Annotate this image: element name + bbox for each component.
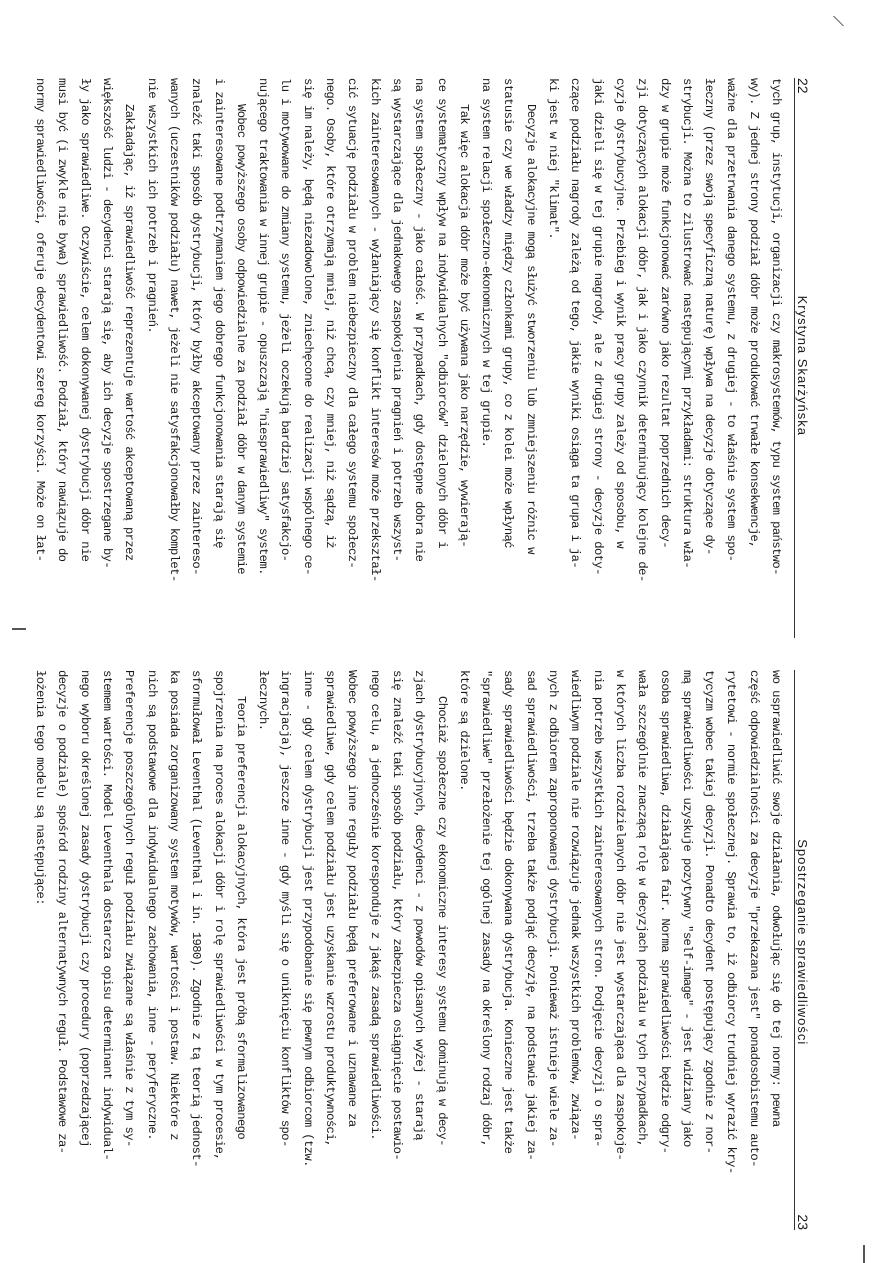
text-line: ingracjacja), jeszcze inne - gdy myśli się o uniknięciu konfliktów spo-	[278, 670, 293, 1147]
text-line: ki jest w niej "klimat".	[546, 78, 561, 240]
text-line: jaki dzieli się w tej grupie nagrody, ale z drugiej strony - decyzje doty-	[590, 78, 605, 575]
text-line: spojrzenia na proces alokacji dóbr i rolę sprawiedliwości w tym procesie,	[211, 670, 226, 1161]
text-line: decyzje o podziale) spośród rodziny alternatywnych reguł. Podstawowe za-	[55, 670, 70, 1154]
text-line: część odpowiedzialności za decyzje "przekazana jest" ponadosobistemu auto-	[746, 670, 761, 1167]
text-line: rytetowi - normie społecznej. Sprawia to, iż odbiorcy trudniej wyrazić kry-	[724, 670, 739, 1174]
text-line: Decyzje alokacyjne mogą służyć stworzeniu lub zmniejszeniu różnic w	[523, 104, 538, 554]
text-line: dzy w grupie może funkcjonować zarówno jako rezultat poprzednich decy-	[657, 78, 672, 548]
text-line: które są dzielone.	[456, 670, 471, 791]
text-line: się znaleźć taki sposób podziału, który zabezpiecza osiągnięcie postawio-	[389, 670, 404, 1161]
text-line: wanych (uczestników podziału) nawet, jeżeli nie satysfakcjonowałby komplet-	[166, 78, 181, 582]
text-line: Wobec powyższego osoby odpowiedzialne za podział dóbr w danym systemie	[233, 104, 248, 574]
text-line: nego wyboru określonej zasady dystrybucji czy procedury (poprzedzającej	[77, 670, 92, 1147]
text-line: inne - gdy celem dystrybucji jest przypodobanie się pewnym odbiorcom (tzw.	[300, 670, 315, 1167]
text-line: łożenia tego modelu są następujące:	[33, 670, 48, 905]
text-line: tycyzm wobec takiej decyzji. Ponadto decydent postępujący zgodnie z nor-	[702, 670, 717, 1154]
text-line: sady sprawiedliwości będzie dokonywana dystrybucja. Konieczne jest także	[501, 670, 516, 1154]
text-line: nego. Osoby, które otrzymają mniej, niż chcą, czy mniej, niż sądzą, iż	[323, 78, 338, 548]
text-line: Preferencje poszczególnych reguł podziału związane są właśnie z tym sy-	[122, 670, 137, 1147]
text-line: łeczny (przez swoją specyficzną naturę) wpływa na decyzje dotyczące dy-	[702, 78, 717, 555]
text-line: ka posiada zorganizowany system motywów, wartości i postaw. Niektóre z	[166, 670, 181, 1140]
text-line: na system społeczny - jako całość. W przypadkach, gdy dostępne dobra nie	[412, 78, 427, 562]
text-line: strybucji. Można to zilustrować następującymi przykładami: struktura wła-	[679, 78, 694, 569]
text-line: łecznych.	[256, 670, 271, 731]
text-line: i zainteresowane podtrzymaniem jego dobrego funkcjonowania starają się	[211, 78, 226, 548]
text-line: tych grup, instytucji, organizacji czy makrosystemów, typu system państwo-	[769, 78, 783, 575]
text-line: sprawiedliwe, gdy celem podziału jest uzyskanie wzrostu produktywności,	[323, 670, 338, 1147]
text-line: wy). Z jednej strony podział dóbr może produkować trwałe konsekwencje,	[746, 78, 761, 548]
text-line: ce systematyczny wpływ na indywidualnych "odbiorców" dzielonych dóbr i	[434, 78, 449, 548]
text-line: czące podziału nagrody zależą od tego, jakie wyniki osiąga ta grupa i ja-	[568, 78, 583, 569]
text-line: Chociaż społeczne czy ekonomiczne interesy systemu dominują w decy-	[434, 696, 449, 1146]
text-line: nych z odbiorem zaproponowanej dystrybucji. Ponieważ istnieje wiele za-	[546, 670, 561, 1147]
text-line: w których liczba rozdzielanych dóbr nie jest wystarczająca dla zaspokoje-	[612, 670, 627, 1161]
text-line: ły jako sprawiedliwe. Oczywiście, celem dokonywanej dystrybucji dóbr nie	[77, 78, 92, 562]
text-line: nich są podstawowe dla indywidualnego zachowania, inne - peryferyczne.	[144, 670, 159, 1140]
page-number: 23	[795, 1214, 811, 1230]
text-line: Teoria preferencji alokacyjnych, która jest próbą sformalizowanego	[233, 696, 248, 1140]
text-line: Zakładając, iż sprawiedliwość reprezentuje wartość akceptowaną przez	[122, 104, 137, 561]
scan-mark	[12, 628, 26, 630]
text-line: zji dotyczących alokacji dóbr, jak i jako czynnik determinujący kolejne de-	[635, 78, 650, 582]
text-line: kich zainteresowanych - wyłaniający się konflikt interesów może przekształ-	[367, 78, 382, 582]
text-line: większość ludzi - decydenci starają się, aby ich decyzje spostrzegane by-	[100, 78, 115, 569]
scan-mark	[863, 1245, 865, 1263]
text-line: nującego traktowania w innej grupie - opuszczają "niesprawiedliwy" system.	[256, 78, 271, 575]
text-line: są wystarczające dla jednakowego zaspokojenia pragnień i potrzeb wszyst-	[389, 78, 404, 562]
text-line: normy sprawiedliwości, oferuje decydentowi szereg korzyści. Może on łat-	[33, 78, 48, 562]
text-line: stemem wartości. Model Leventhala dostarcza opisu determinant indywidual-	[100, 670, 115, 1161]
text-line: statusie czy we władzy między członkami grupy, co z kolei może wpłynąć	[501, 78, 516, 548]
text-line: Wobec powyższego inne reguły podziału będą preferowane i uznawane za	[345, 670, 360, 1127]
text-line: cyzje dystrybucyjne. Przebieg i wynik pracy grupy zależy od sposobu, w	[612, 78, 627, 548]
chapter-title: Spostrzeganie sprawiedliwości	[795, 839, 810, 1046]
text-line: cić sytuację podziału w problem niebezpieczny dla całego systemu społecz-	[345, 78, 360, 569]
text-line: sformułował Leventhal (Leventhal i in. 1980). Zgodnie z tą teorią jednost-	[189, 670, 204, 1167]
text-line: nego celu, a jednocześnie koresponduje z jakąś zasadą sprawiedliwości.	[367, 670, 382, 1140]
text-line: wiedliwym podziale nie rozwiązuje jednak wszystkich problemów, związa-	[568, 670, 583, 1140]
text-line: zjach dystrybucyjnych, decydenci - z powodów opisanych wyżej - starają	[412, 670, 427, 1140]
text-line: musi być (i zwykle nie bywa) sprawiedliwość. Podział, który nawiązuje do	[55, 78, 70, 562]
text-line: na system relacji społeczno-ekonomicznych w tej grupie.	[479, 78, 494, 448]
text-line: wo usprawiedliwić swoje działania, odwołując się do tej normy: pewna	[769, 670, 783, 1127]
text-line: wała szczególnie znaczącą rolę w decyzjach podziału w tych przypadkach,	[635, 670, 650, 1147]
left-running-header	[794, 78, 815, 638]
left-page-body	[29, 78, 787, 638]
text-line: nie wszystkich ich potrzeb i pragnień.	[144, 78, 159, 334]
text-line: lu i motywowane do zmiany systemu, jeżeli oczekują bardziej satysfakcjo-	[278, 78, 293, 562]
text-line: się im należy, będą niezadowolone, zniechęcone do realizacji wspólnego ce-	[300, 78, 315, 575]
text-line: nia potrzeb wszystkich zainteresowanych stron. Podjęcie decyzji o spra-	[590, 670, 605, 1147]
text-line: osoba sprawiedliwa, działająca fair. Norma sprawiedliwości będzie odgry-	[657, 670, 672, 1154]
text-line: "sprawiedliwe" przełożenie tej ogólnej zasady na określony rodzaj dóbr,	[479, 670, 494, 1147]
right-page-body	[29, 670, 787, 1230]
text-line: Tak więc alokacja dóbr może być używana jako narzędzie, wywierają-	[456, 104, 471, 548]
text-line: znaleźć taki sposób dystrybucji, który byłby akceptowany przez zaintereso-	[189, 78, 204, 575]
author-name: Krystyna Skarżyńska	[795, 295, 810, 436]
text-line: ważne dla przetrwania danego systemu, z drugiej - to właśnie system spo-	[724, 78, 739, 562]
text-line: mą sprawiedliwości uzyskuje pozytywny "self-image" - jest widziany jako	[679, 670, 694, 1147]
right-running-header	[794, 670, 815, 1230]
text-line: sad sprawiedliwości, trzeba także podjąć decyzję, na podstawie jakiej za-	[523, 670, 538, 1161]
page-number: 22	[795, 78, 811, 94]
